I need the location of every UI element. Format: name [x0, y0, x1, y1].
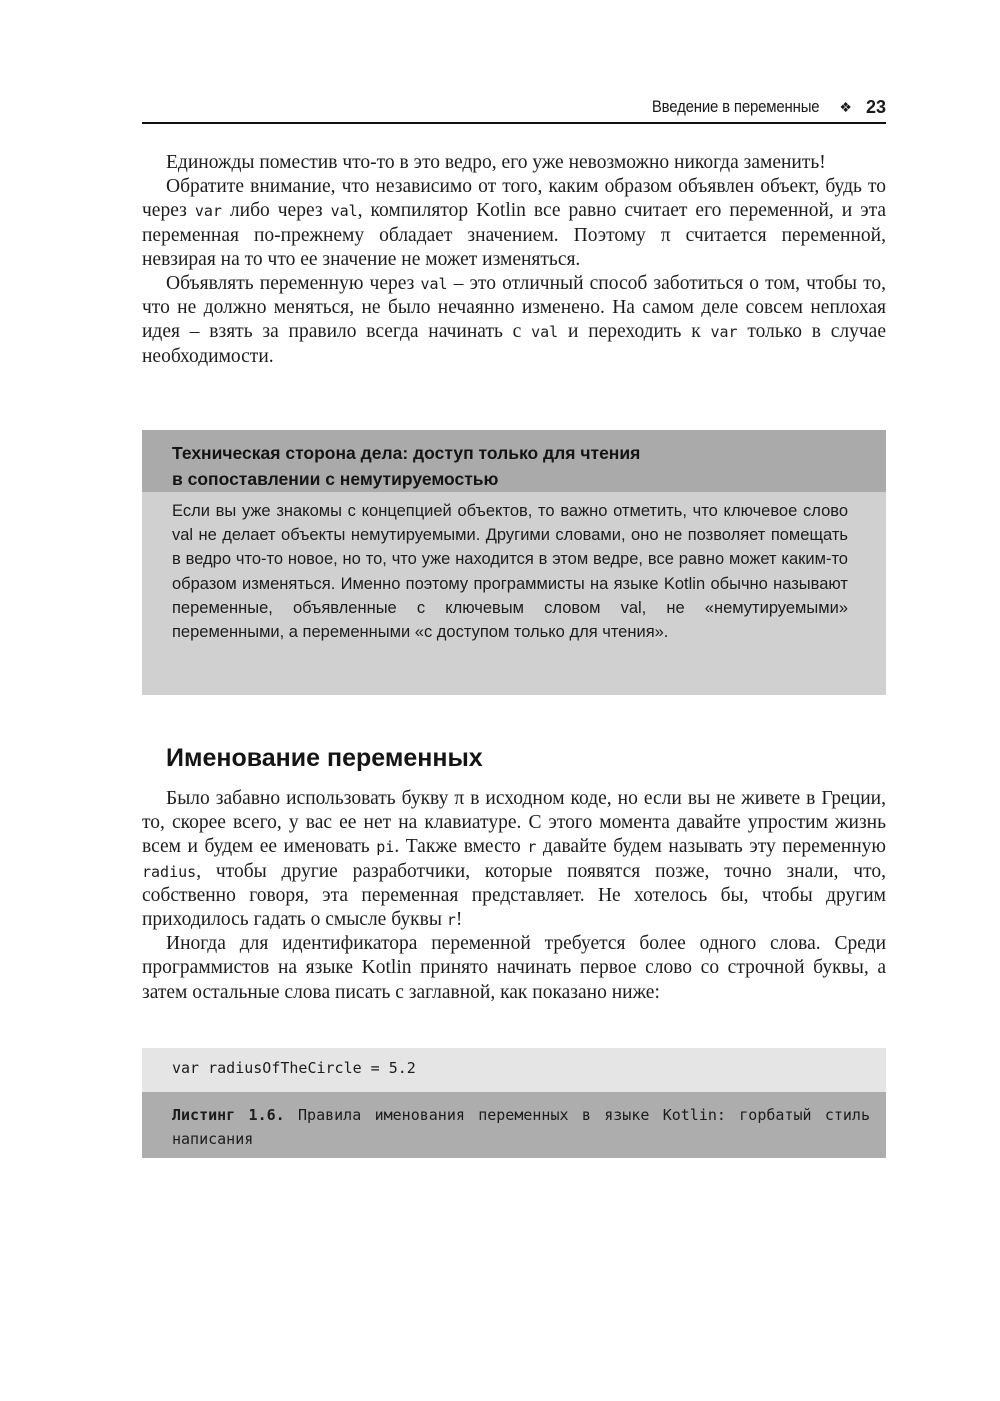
- intro-section: [142, 151, 886, 369]
- naming-section: [142, 787, 886, 1005]
- ornament-icon: ❖: [839, 98, 852, 115]
- running-title: Введение в переменные: [651, 97, 820, 116]
- text: Обратите внимание, что независимо от того, каким образом объявлен объект, будь то через: [142, 176, 886, 222]
- code-keyword-val: val: [330, 202, 358, 221]
- paragraph-2: [142, 175, 886, 272]
- listing-caption-text: Правила именования переменных в языке Kotlin: горбатый стиль написания: [172, 1106, 870, 1148]
- text: !: [455, 909, 463, 931]
- sidebar-note: [142, 430, 886, 695]
- text: , компилятор Kotlin все равно считает его переменной, и эта переменная по-прежнему обладает значением. Поэтому π считается переменной, невзирая на то что ее значение не может изменяться.: [142, 200, 886, 270]
- listing-label: Листинг 1.6.: [172, 1106, 285, 1124]
- text: либо через: [221, 200, 331, 222]
- paragraph-5: [142, 932, 886, 1005]
- code-pi: pi: [376, 838, 395, 857]
- section-heading: Именование переменных: [166, 744, 483, 772]
- text: – это отличный способ заботиться о том, чтобы то, что не должно меняться, не было нечаянно изменено. На самом деле совсем неплохая идея – взять за правило всегда начинать с: [142, 273, 887, 343]
- text: давайте будем называть эту переменную: [536, 836, 886, 858]
- text: Единожды поместив что-то в это ведро, его уже невозможно никогда заменить!: [166, 152, 826, 173]
- text: . Также вместо: [394, 836, 528, 858]
- page-number: 23: [865, 96, 886, 117]
- text: и переходить к: [558, 321, 711, 343]
- paragraph-1: [142, 151, 886, 175]
- code-listing: var radiusOfTheCircle = 5.2: [142, 1048, 886, 1092]
- text: Было забавно использовать букву π в исходном коде, но если вы не живете в Греции, то, скорее всего, у вас ее нет на клавиатуре. С этого момента давайте упростим жизнь всем и будем ее именовать: [142, 788, 886, 858]
- text: Объявлять переменную через: [166, 273, 421, 295]
- paragraph-3: [142, 272, 886, 369]
- paragraph-4: [142, 787, 886, 932]
- text: , чтобы другие разработчики, которые появятся позже, точно знали, что, собственно говоря, эта переменная представляет. Не хотелось бы, чтобы другим приходилось гадать о смысле буквы: [142, 860, 886, 931]
- code-radius: radius: [142, 862, 197, 881]
- note-title-line-2: в сопоставлении с немутируемостью: [172, 469, 499, 489]
- code-keyword-val: val: [420, 275, 448, 294]
- listing-caption: [142, 1092, 886, 1158]
- running-header: [142, 92, 886, 124]
- note-body: Если вы уже знакомы с концепцией объектов, то важно отметить, что ключевое слово val не делает объекты немутируемыми. Другими словами, оно не позволяет помещать в ведро что-то новое, но то, что уже находится в этом ведре, все равно может каким-то образом изменяться. Именно поэтому программисты на языке Kotlin обычно называют переменные, объявленные с ключевым словом val, не «немутируемыми» переменными, а переменными «с доступом только для чтения».: [172, 502, 848, 642]
- code-keyword-val: val: [531, 323, 559, 342]
- code-keyword-var: var: [710, 323, 738, 342]
- text: Иногда для идентификатора переменной требуется более одного слова. Среди программистов на языке Kotlin принято начинать первое слово со строчной буквы, а затем остальные слова писать с заглавной, как показано ниже:: [142, 933, 886, 1003]
- note-title-line-1: Техническая сторона дела: доступ только для чтения: [172, 443, 641, 463]
- code-r: r: [446, 911, 456, 930]
- text: только в случае необходимости.: [142, 321, 886, 367]
- note-title: [142, 430, 886, 492]
- code-r: r: [527, 838, 537, 857]
- code-keyword-var: var: [194, 202, 222, 221]
